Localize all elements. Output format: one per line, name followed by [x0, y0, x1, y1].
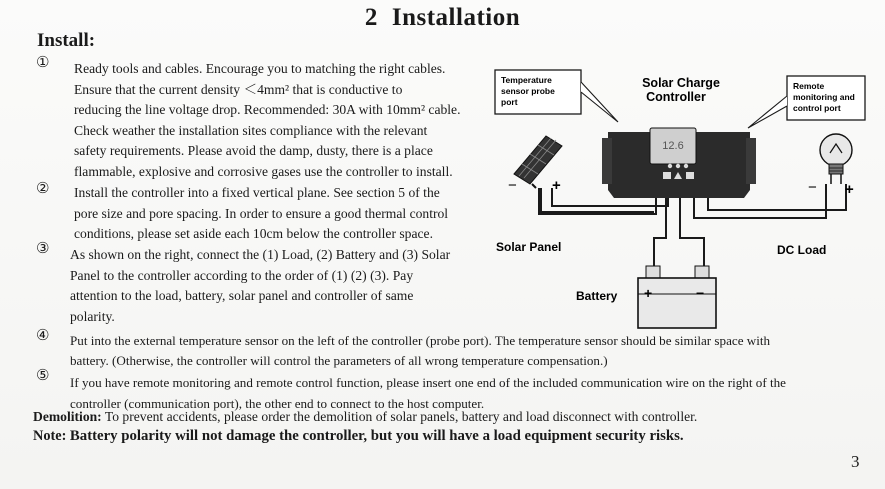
button-icon [663, 172, 671, 179]
temp-sensor-label-1: Temperature [501, 75, 552, 85]
controller-label-1: Solar Charge [642, 76, 720, 90]
step-2-marker: ② [36, 179, 50, 197]
step-5-marker: ⑤ [36, 366, 50, 384]
step-3-line: polarity. [70, 308, 115, 324]
step-1-line: Check weather the installation sites compliance with the relevant [74, 122, 428, 138]
wiring-diagram [490, 58, 880, 348]
note-text: Battery polarity will not damage the controller, but you will have a load equipment security risks. [69, 428, 684, 444]
step-3-line: attention to the load, battery, solar panel and controller of same [70, 288, 414, 304]
demolition-label: Demolition: [33, 409, 102, 424]
step-1-line: Ready tools and cables. Encourage you to matching the right cables. [74, 61, 446, 76]
page-number: 3 [851, 452, 860, 471]
dc-load-label: DC Load [777, 243, 827, 257]
remote-label-1: Remote [793, 81, 825, 91]
light-bulb-icon [820, 134, 852, 184]
controller-label-2: Controller [646, 90, 706, 104]
step-1-line: safety requirements. Please avoid the damp, dusty, there is a place [74, 143, 433, 159]
step-4-line: Put into the external temperature sensor on the left of the controller (probe port). The temperature sensor should be similar space with [70, 333, 771, 348]
step-1-line: reducing the line voltage drop. Recommended: 30A with 10mm² cable. [74, 102, 461, 118]
demolition-text: To prevent accidents, please order the demolition of solar panels, battery and load disconnect with controller. [104, 409, 698, 424]
section-title-text: Installation [391, 4, 521, 31]
load-minus: − [808, 179, 817, 196]
battery-minus: − [696, 285, 705, 301]
battery-label: Battery [576, 289, 618, 303]
temp-sensor-pointer [581, 82, 618, 122]
led-icon [676, 164, 680, 168]
install-heading: Install: [37, 30, 96, 51]
step-3-marker: ③ [36, 239, 50, 257]
led-icon [684, 164, 688, 168]
button-icon [686, 172, 694, 179]
step-4-marker: ④ [36, 326, 50, 344]
remote-label-2: monitoring and [793, 92, 855, 102]
step-1-marker: ① [36, 53, 50, 71]
battery-plus: + [644, 285, 653, 301]
step-2-line: pore size and pore spacing. In order to ensure a good thermal control [74, 205, 449, 221]
step-1-line: Ensure that the current density ＜4mm² that is conductive to [74, 81, 403, 97]
load-plus: + [845, 181, 854, 198]
step-3-line: Panel to the controller according to the order of (1) (2) (3). Pay [70, 267, 414, 283]
step-1-text [74, 59, 489, 183]
step-5-line: If you have remote monitoring and remote control function, please insert one end of the included communication wire on the right of the [70, 375, 786, 390]
step-3-line: As shown on the right, connect the (1) Load, (2) Battery and (3) Solar [70, 247, 451, 262]
charge-controller [602, 128, 756, 198]
step-5-line: controller (communication port), the other end to connect to the host computer. [70, 396, 485, 411]
note-label: Note: [33, 428, 67, 444]
section-number: 2 [364, 4, 378, 31]
led-icon [668, 164, 672, 168]
remote-label-3: control port [793, 103, 841, 113]
note-paragraph [33, 428, 684, 445]
step-5-text [70, 372, 875, 414]
controller-lcd-value: 12.6 [662, 140, 684, 152]
solar-plus: + [552, 177, 561, 194]
section-title [0, 4, 885, 32]
solar-minus: − [508, 177, 517, 194]
demolition-paragraph [33, 409, 697, 425]
solar-panel-label: Solar Panel [496, 240, 562, 254]
step-4-line: battery. (Otherwise, the controller will control the parameters of all wrong temperature compensation.) [70, 353, 608, 368]
remote-pointer [748, 96, 787, 128]
step-3-text [70, 245, 485, 327]
temp-sensor-label-2: sensor probe [501, 86, 555, 96]
step-2-line: Install the controller into a fixed vertical plane. See section 5 of the [74, 185, 440, 200]
temp-sensor-label-3: port [501, 97, 518, 107]
step-1-line: flammable, explosive and corrosive gases use the controller to install. [74, 163, 453, 179]
step-2-line: conditions, please set aside each 10cm below the controller space. [74, 226, 433, 242]
step-2-text [74, 183, 489, 245]
